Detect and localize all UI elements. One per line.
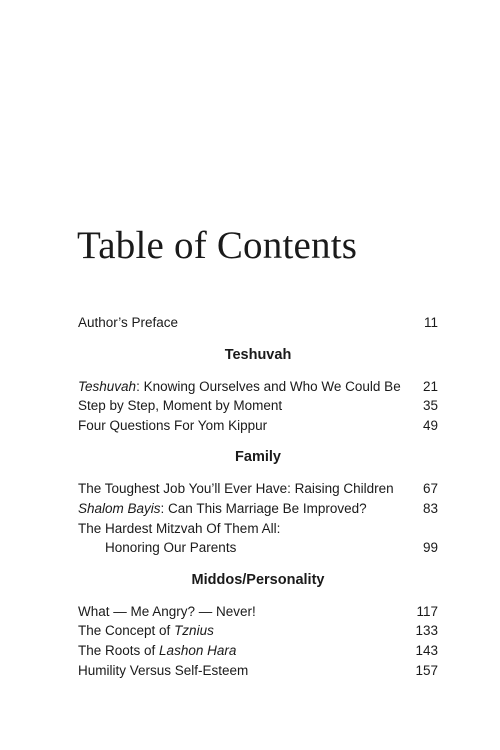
toc-entry-title-continuation: Honoring Our Parents — [105, 540, 237, 556]
toc-entry-title: Four Questions For Yom Kippur — [78, 417, 268, 433]
toc-entry-page: 11 — [423, 315, 438, 330]
toc-entry-page: 21 — [422, 378, 438, 394]
toc-entry-title: Step by Step, Moment by Moment — [78, 398, 283, 414]
section-heading-middos-personality: Middos/Personality — [191, 571, 325, 588]
toc-entry-title: Author’s Preface — [78, 315, 179, 330]
toc-entry-title: What — Me Angry? — Never! — [78, 603, 256, 619]
toc-entry-italic: Shalom Bayis — [78, 500, 161, 516]
toc-entry-title-rest: : Knowing Ourselves and Who We Could Be — [136, 378, 401, 394]
toc-entry-page: 83 — [422, 500, 438, 516]
toc-entry — [78, 661, 438, 681]
toc-entry-continuation — [78, 538, 438, 558]
toc-entry-title-rest: : Can This Marriage Be Improved? — [160, 500, 367, 516]
toc-entry-title — [78, 499, 367, 519]
toc-entry-title-prefix: The Concept of — [78, 623, 175, 639]
toc-entry-title — [78, 377, 401, 397]
section-heading-teshuvah: Teshuvah — [224, 346, 292, 363]
toc-entry — [78, 396, 438, 416]
toc-entry — [78, 499, 438, 519]
toc-entry-authors-preface — [78, 313, 438, 333]
toc-entry-italic: Lashon Hara — [159, 642, 237, 658]
toc-entry — [78, 519, 438, 539]
toc-entry-page: 67 — [422, 481, 438, 497]
toc-entry-page: 133 — [415, 623, 438, 639]
toc-entry-page: 49 — [422, 417, 438, 433]
page-title: Table of Contents — [77, 224, 358, 267]
toc-entry — [78, 602, 438, 622]
section-heading-family: Family — [235, 449, 281, 466]
toc-entry-page: 35 — [422, 398, 438, 414]
toc-entry-title — [78, 621, 214, 641]
toc-entry-page: 99 — [422, 540, 438, 556]
toc-entry-title-prefix: The Roots of — [78, 642, 160, 658]
toc-entry-italic: Tznius — [174, 623, 214, 639]
toc-entry-italic: Teshuvah — [78, 378, 137, 394]
toc-entry-title — [78, 641, 236, 661]
toc-entry-title: Humility Versus Self-Esteem — [78, 662, 249, 678]
toc-entry — [78, 479, 438, 499]
toc-entry-title: The Hardest Mitzvah Of Them All: — [78, 520, 281, 536]
toc-entry — [78, 621, 438, 641]
toc-entry — [78, 377, 438, 397]
table-of-contents — [78, 313, 438, 680]
toc-entry — [78, 416, 438, 436]
toc-entry-title: The Toughest Job You’ll Ever Have: Raising Children — [78, 481, 394, 497]
toc-entry-page: 117 — [416, 603, 438, 619]
toc-entry-page: 143 — [415, 642, 438, 658]
toc-entry-page: 157 — [415, 662, 438, 678]
toc-entry — [78, 641, 438, 661]
